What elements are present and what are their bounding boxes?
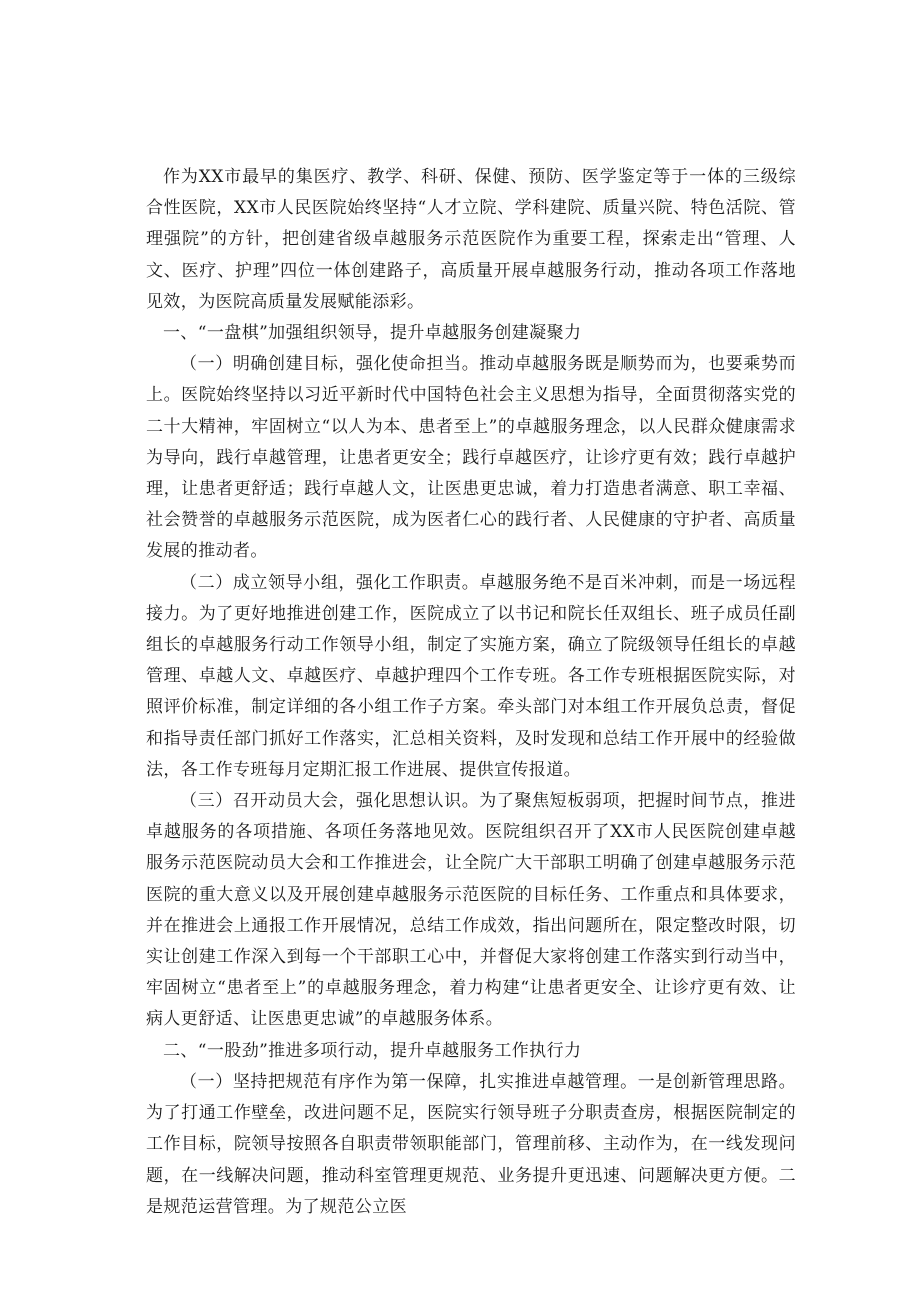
body-paragraph-1-3: （三）召开动员大会，强化思想认识。为了聚焦短板弱项，把握时间节点，推进卓越服务的各项措施、各项任务落地见效。医院组织召开了XX市人民医院创建卓越服务示范医院动员大会和工作推进会，让全院广大干部职工明确了创建卓越服务示范医院的重大意义以及开展创建卓越服务示范医院的目标任务、工作重点和具体要求，并在推进会上通报工作开展情况，总结工作成效，指出问题所在，限定整改时限，切实让创建工作深入到每一个干部职工心中，并督促大家将创建工作落实到行动当中，牢固树立“患者至上”的卓越服务理念，着力构建“让患者更安全、让诊疗更有效、让病人更舒适、让医患更忠诚”的卓越服务体系。 — [146, 791, 796, 1030]
body-paragraph-2-1: （一）坚持把规范有序作为第一保障，扎实推进卓越管理。一是创新管理思路。为了打通工作壁垒，改进问题不足，医院实行领导班子分职责查房，根据医院制定的工作目标，院领导按照各自职责带领职能部门，管理前移、主动作为，在一线发现问题，在一线解决问题，推动科室管理更规范、业务提升更迅速、问题解决更方便。二是规范运营管理。为了规范公立医 — [146, 1071, 796, 1217]
document-body — [146, 162, 796, 1223]
body-paragraph-1-2: （二）成立领导小组，强化工作职责。卓越服务绝不是百米冲刺，而是一场远程接力。为了更好地推进创建工作，医院成立了以书记和院长任双组长、班子成员任副组长的卓越服务行动工作领导小组，制定了实施方案，确立了院级领导任组长的卓越管理、卓越人文、卓越医疗、卓越护理四个工作专班。各工作专班根据医院实际，对照评价标准，制定详细的各小组工作子方案。牵头部门对本组工作开展负总责，督促和指导责任部门抓好工作落实，汇总相关资料，及时发现和总结工作开展中的经验做法，各工作专班每月定期汇报工作进展、提供宣传报道。 — [146, 572, 796, 780]
section-heading-one: 一、“一盘棋”加强组织领导，提升卓越服务创建凝聚力 — [163, 323, 582, 344]
body-paragraph-1-1: （一）明确创建目标，强化使命担当。推动卓越服务既是顺势而为，也要乘势而上。医院始终坚持以习近平新时代中国特色社会主义思想为指导，全面贯彻落实党的二十大精神，牢固树立“以人为本、患者至上”的卓越服务理念，以人民群众健康需求为导向，践行卓越管理，让患者更安全；践行卓越医疗，让诊疗更有效；践行卓越护理，让患者更舒适；践行卓越人文，让医患更忠诚，着力打造患者满意、职工幸福、社会赞誉的卓越服务示范医院，成为医者仁心的践行者、人民健康的守护者、高质量发展的推动者。 — [146, 354, 796, 562]
intro-paragraph: 作为XX市最早的集医疗、教学、科研、保健、预防、医学鉴定等于一体的三级综合性医院，XX市人民医院始终坚持“人才立院、学科建院、质量兴院、特色活院、管理强院”的方针，把创建省级卓越服务示范医院作为重要工程，探索走出“管理、人文、医疗、护理”四位一体创建路子，高质量开展卓越服务行动，推动各项工作落地见效，为医院高质量发展赋能添彩。 — [146, 167, 796, 312]
section-heading-two: 二、“一股劲”推进多项行动，提升卓越服务工作执行力 — [163, 1040, 582, 1061]
